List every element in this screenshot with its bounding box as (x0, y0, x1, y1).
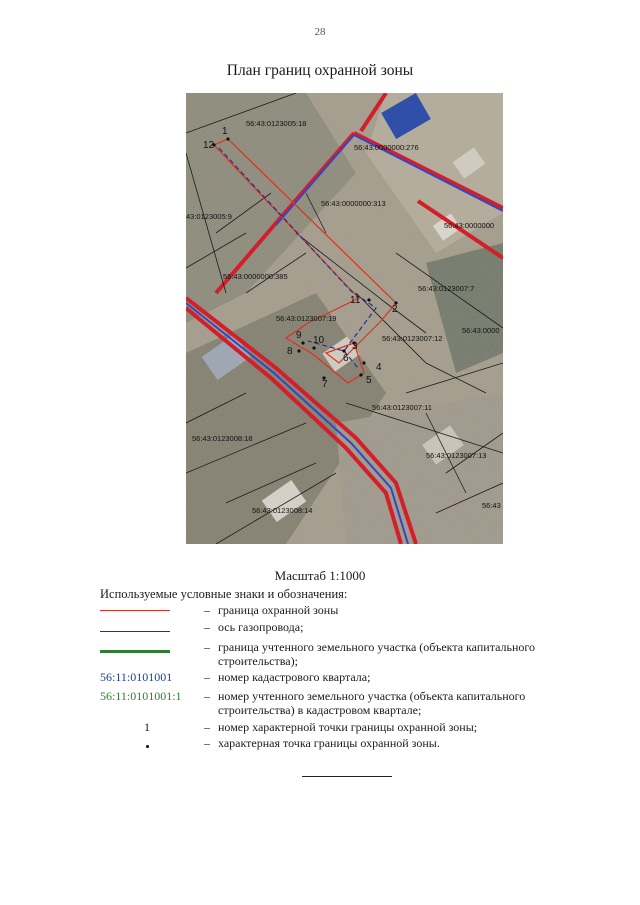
scale-label: Масштаб 1:1000 (274, 568, 366, 583)
parcel-label: 56:43:0000 (462, 326, 500, 335)
legend-item-point (100, 736, 580, 750)
point-number: 6 (343, 353, 349, 364)
point-number: 2 (392, 304, 398, 315)
point-number-sample: 1 (144, 720, 150, 734)
parcel-label: 43:0123005:9 (186, 212, 232, 221)
parcel-label: 56:43:0123008:14 (252, 506, 313, 515)
point-number: 11 (350, 295, 361, 306)
parcel-label: 56:43:0123007:11 (372, 403, 432, 412)
legend-item-zone-boundary (100, 603, 580, 617)
legend-item-gas-axis (100, 620, 580, 634)
parcel-label: 56:43:0000000:313 (321, 199, 386, 208)
point-number: 12 (203, 140, 215, 151)
legend-item-point-number (100, 720, 580, 734)
parcel-label: 56:43:0000000:276 (354, 143, 419, 152)
legend-text: номер кадастрового квартала; (218, 670, 371, 684)
legend-item-parcel-boundary (100, 640, 580, 668)
parcel-label: 56:43:0123008:18 (192, 434, 253, 443)
parcel-number-sample: 56:11:0101001:1 (100, 689, 182, 703)
legend-dash: – (204, 603, 210, 617)
legend-dash: – (204, 640, 210, 654)
point-number: 4 (376, 362, 382, 373)
legend-text: номер характерной точки границы охранной зоны; (218, 720, 478, 734)
legend-text: характерная точка границы охранной зоны. (218, 736, 440, 750)
legend-dash: – (204, 620, 210, 634)
point-number: 10 (313, 335, 325, 346)
point-number: 9 (296, 330, 302, 341)
page-title: План границ охранной зоны (226, 62, 414, 79)
legend-item-quarter-number (100, 670, 580, 684)
parcel-label: 56:43:0123005:18 (246, 119, 307, 128)
point-number: 5 (366, 375, 372, 386)
legend-text: ось газопровода; (218, 620, 304, 634)
parcel-label: 56:43:0123007:13 (426, 451, 487, 460)
point-number: 3 (352, 341, 358, 352)
page-number: 28 (314, 26, 326, 38)
map-svg (186, 93, 503, 544)
legend-dash: – (204, 736, 210, 750)
parcel-label: 56:43:0123007:7 (418, 284, 475, 293)
legend-dash: – (204, 670, 210, 684)
quarter-number-sample: 56:11:0101001 (100, 670, 173, 684)
cadastral-map (186, 93, 503, 544)
parcel-label: 56:43:0000000 (444, 221, 495, 230)
legend-item-parcel-number (100, 689, 580, 717)
end-rule (302, 776, 392, 777)
parcel-label: 56:43:0123007:12 (382, 334, 443, 343)
parcel-label: 56:43:0123007:19 (276, 314, 337, 323)
legend-text: граница учтенного земельного участка (объекта капитального строительства); (218, 640, 536, 668)
parcel-label: 56:43:0000000:385 (223, 272, 288, 281)
legend-dash: – (204, 720, 210, 734)
legend-text: граница охранной зоны (218, 603, 339, 617)
legend-intro: Используемые условные знаки и обозначения: (100, 587, 348, 601)
point-number: 7 (322, 379, 328, 390)
legend-text: номер учтенного земельного участка (объекта капитального строительства) в кадастровом квартале; (218, 689, 526, 717)
parcel-label: 56:43 (482, 501, 501, 510)
legend-dash: – (204, 689, 210, 703)
point-number: 8 (287, 346, 293, 357)
point-number: 1 (222, 126, 228, 137)
